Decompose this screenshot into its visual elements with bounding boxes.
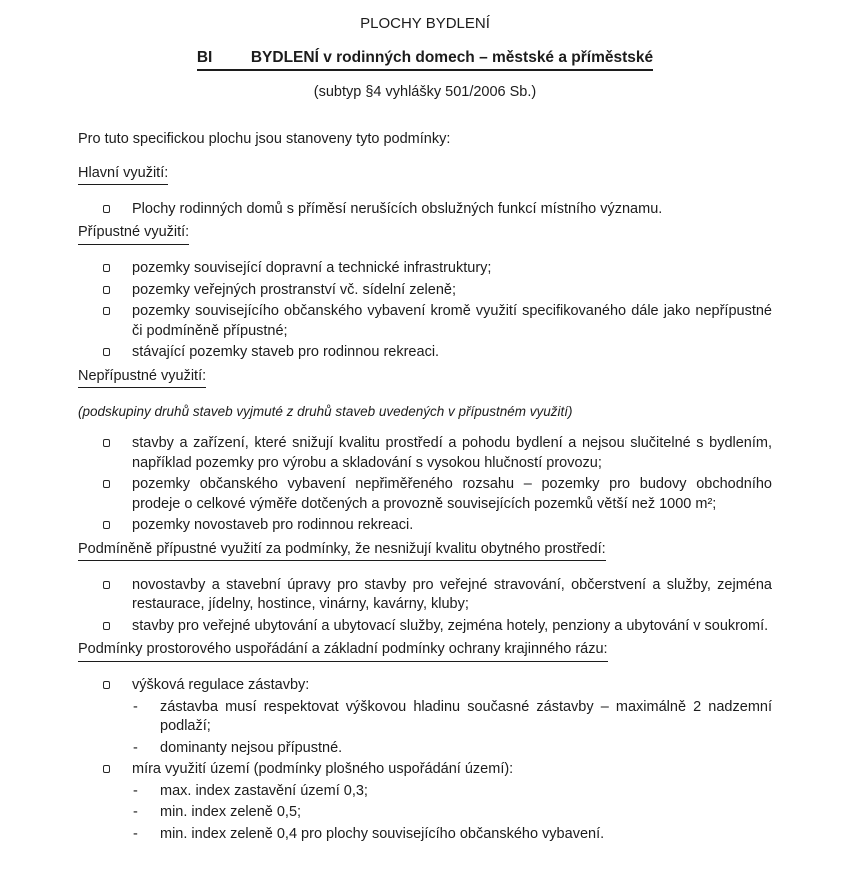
intro-paragraph: Pro tuto specifickou plochu jsou stanoveny tyto podmínky: [78, 131, 451, 147]
section-pripustne-vyuziti [78, 223, 772, 363]
list-item [78, 760, 772, 844]
section-podminene-pripustne [78, 540, 772, 637]
section-heading: Přípustné využití: [78, 223, 772, 245]
square-bullet-icon [103, 480, 110, 488]
list-item-text: pozemky související dopravní a technické infrastruktury; [132, 260, 492, 276]
list-item [78, 281, 772, 301]
square-bullet-icon [103, 205, 110, 213]
sub-list [132, 782, 772, 845]
sub-list-item-text: max. index zastavění území 0,3; [160, 782, 368, 799]
bullet-list [78, 259, 772, 363]
sub-list-item-text: dominanty nejsou přípustné. [160, 739, 343, 756]
square-bullet-icon [103, 521, 110, 529]
sub-list-item-text: min. index zeleně 0,5; [160, 804, 302, 820]
list-item [78, 576, 772, 615]
square-bullet-icon [103, 307, 110, 315]
sub-list-item [132, 782, 772, 802]
square-bullet-icon [103, 681, 110, 689]
section-hlavni-vyuziti [78, 164, 772, 220]
zone-heading-underline [197, 48, 653, 71]
dash-marker: - [133, 782, 138, 799]
section-podminky-usporadani [78, 640, 772, 844]
list-item-text: pozemky souvisejícího občanského vybavení kromě využití specifikovaného dále jako nepřípustné či podmíněně přípustné; [132, 303, 772, 339]
document-subtype: (subtyp §4 vyhlášky 501/2006 Sb.) [313, 84, 537, 100]
list-item-text: stavby pro veřejné ubytování a ubytovací služby, zejména hotely, penziony a ubytování v soukromí. [132, 617, 769, 634]
dash-marker: - [133, 804, 138, 820]
list-item [78, 302, 772, 341]
square-bullet-icon [103, 286, 110, 294]
bullet-list [78, 576, 772, 637]
list-item-text: pozemky občanského vybavení nepřiměřeného rozsahu – pozemky pro budovy obchodního prodeje o celkové výměře dotčených a provozně souvisejících pozemků větší než 1000 m²; [132, 476, 772, 512]
section-heading: Hlavní využití: [78, 164, 772, 186]
list-item [78, 343, 772, 363]
dash-marker: - [133, 698, 138, 715]
list-item-text: stávající pozemky staveb pro rodinnou rekreaci. [132, 344, 440, 360]
list-item-text: pozemky novostaveb pro rodinnou rekreaci. [132, 517, 414, 533]
zone-code: BI [196, 49, 213, 66]
square-bullet-icon [103, 581, 110, 589]
list-item [78, 617, 772, 637]
square-bullet-icon [103, 348, 110, 356]
document-title: PLOCHY BYDLENÍ [360, 15, 490, 32]
dash-marker: - [133, 825, 138, 842]
dash-marker: - [133, 739, 138, 756]
sub-list-item [132, 803, 772, 823]
bullet-list [78, 434, 772, 536]
list-item-text: stavby a zařízení, které snižují kvalitu prostředí a pohodu bydlení a nejsou slučitelné s bydlením, například pozemky pro výrobu a skladování s vysokou hlučností provozu; [132, 435, 772, 471]
section-note: (podskupiny druhů staveb vyjmuté z druhů staveb uvedených v přípustném využití) [78, 403, 573, 419]
sub-list [132, 698, 772, 759]
list-item [78, 676, 772, 758]
list-item-text: výšková regulace zástavby: [132, 677, 310, 693]
sub-list-item [132, 698, 772, 737]
list-item [78, 475, 772, 514]
list-item [78, 516, 772, 536]
list-item-text: Plochy rodinných domů s příměsí nerušících obslužných funkcí místního významu. [132, 200, 663, 217]
section-nepripustne-vyuziti [78, 367, 772, 536]
bullet-list [78, 676, 772, 844]
square-bullet-icon [103, 439, 110, 447]
sub-list-item-text: zástavba musí respektovat výškovou hladinu současné zástavby – maximálně 2 nadzemní podlaží; [160, 698, 772, 734]
section-heading: Nepřípustné využití: [78, 367, 772, 389]
list-item [78, 200, 772, 220]
sub-list-item-text: min. index zeleně 0,4 pro plochy souvisejícího občanského vybavení. [160, 825, 605, 842]
square-bullet-icon [103, 622, 110, 630]
bullet-list [78, 200, 772, 220]
section-heading: Podmíněně přípustné využití za podmínky, že nesnižují kvalitu obytného prostředí: [78, 540, 772, 562]
list-item [78, 434, 772, 473]
sub-list-item [132, 825, 772, 845]
list-item-text: míra využití území (podmínky plošného uspořádání území): [132, 761, 514, 777]
section-heading: Podmínky prostorového uspořádání a základní podmínky ochrany krajinného rázu: [78, 640, 772, 662]
zone-heading [78, 48, 772, 71]
list-item-text: pozemky veřejných prostranství vč. sídelní zeleně; [132, 281, 456, 298]
list-item [78, 259, 772, 279]
sub-list-item [132, 739, 772, 759]
zone-name: BYDLENÍ v rodinných domech – městské a příměstské [250, 49, 654, 66]
square-bullet-icon [103, 765, 110, 773]
list-item-text: novostavby a stavební úpravy pro stavby pro veřejné stravování, občerstvení a služby, zejména restaurace, jídelny, hostince, vinárny, kavárny, kluby; [132, 576, 772, 612]
square-bullet-icon [103, 264, 110, 272]
